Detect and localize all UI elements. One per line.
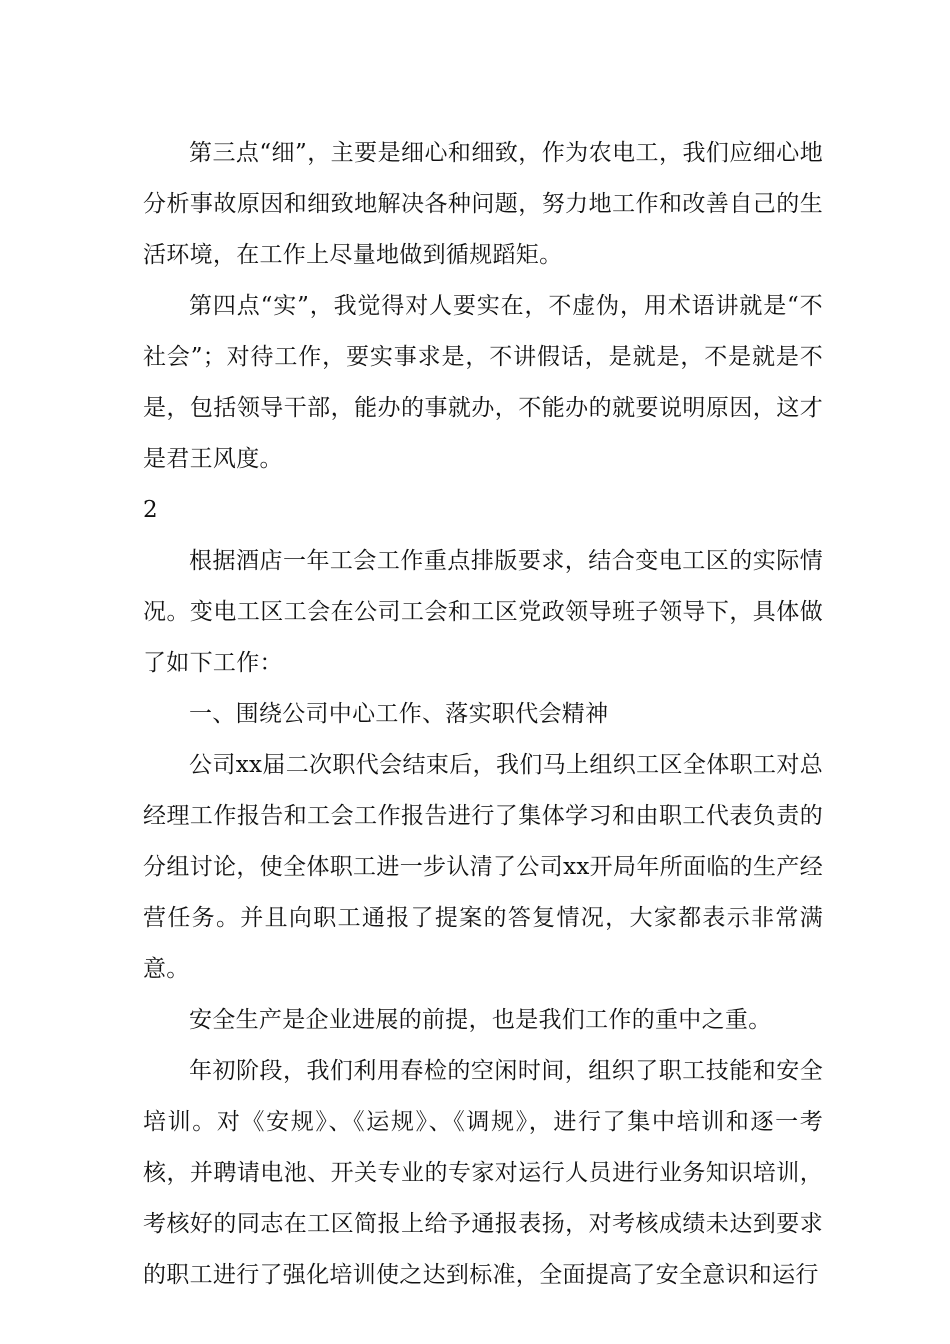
paragraph-intro: 根据酒店一年工会工作重点排版要求，结合变电工区的实际情况。变电工区工会在公司工会和工区党政领导班子领导下，具体做了如下工作： (143, 548, 823, 676)
paragraph-point-three: 第三点“细”，主要是细心和细致，作为农电工，我们应细心地分析事故原因和细致地解决各种问题，努力地工作和改善自己的生活环境，在工作上尽量地做到循规蹈矩。 (143, 140, 823, 268)
paragraph-safety: 安全生产是企业进展的前提，也是我们工作的重中之重。 (189, 1007, 772, 1033)
paragraph-congress: 公司xx届二次职代会结束后，我们马上组织工区全体职工对总经理工作报告和工会工作报告进行了集体学习和由职工代表负责的分组讨论，使全体职工进一步认清了公司xx开局年所面临的生产经营任务。并且向职工通报了提案的答复情况，大家都表示非常满意。 (143, 752, 823, 982)
paragraph-point-four: 第四点“实”，我觉得对人要实在，不虚伪，用术语讲就是“不社会”；对待工作，要实事求是，不讲假话，是就是，不是就是不是，包括领导干部，能办的事就办，不能办的就要说明原因，这才是君王风度。 (143, 293, 823, 472)
section-number: 2 (143, 497, 158, 523)
document-body (143, 128, 823, 1301)
paragraph-training: 年初阶段，我们利用春检的空闲时间，组织了职工技能和安全培训。对《安规》、《运规》、《调规》，进行了集中培训和逐一考核，并聘请电池、开关专业的专家对运行人员进行业务知识培训，考核好的同志在工区简报上给予通报表扬，对考核成绩未达到要求的职工进行了强化培训使之达到标准，全面提高了安全意识和运行 (143, 1058, 823, 1288)
section-heading: 一、围绕公司中心工作、落实职代会精神 (189, 701, 609, 727)
